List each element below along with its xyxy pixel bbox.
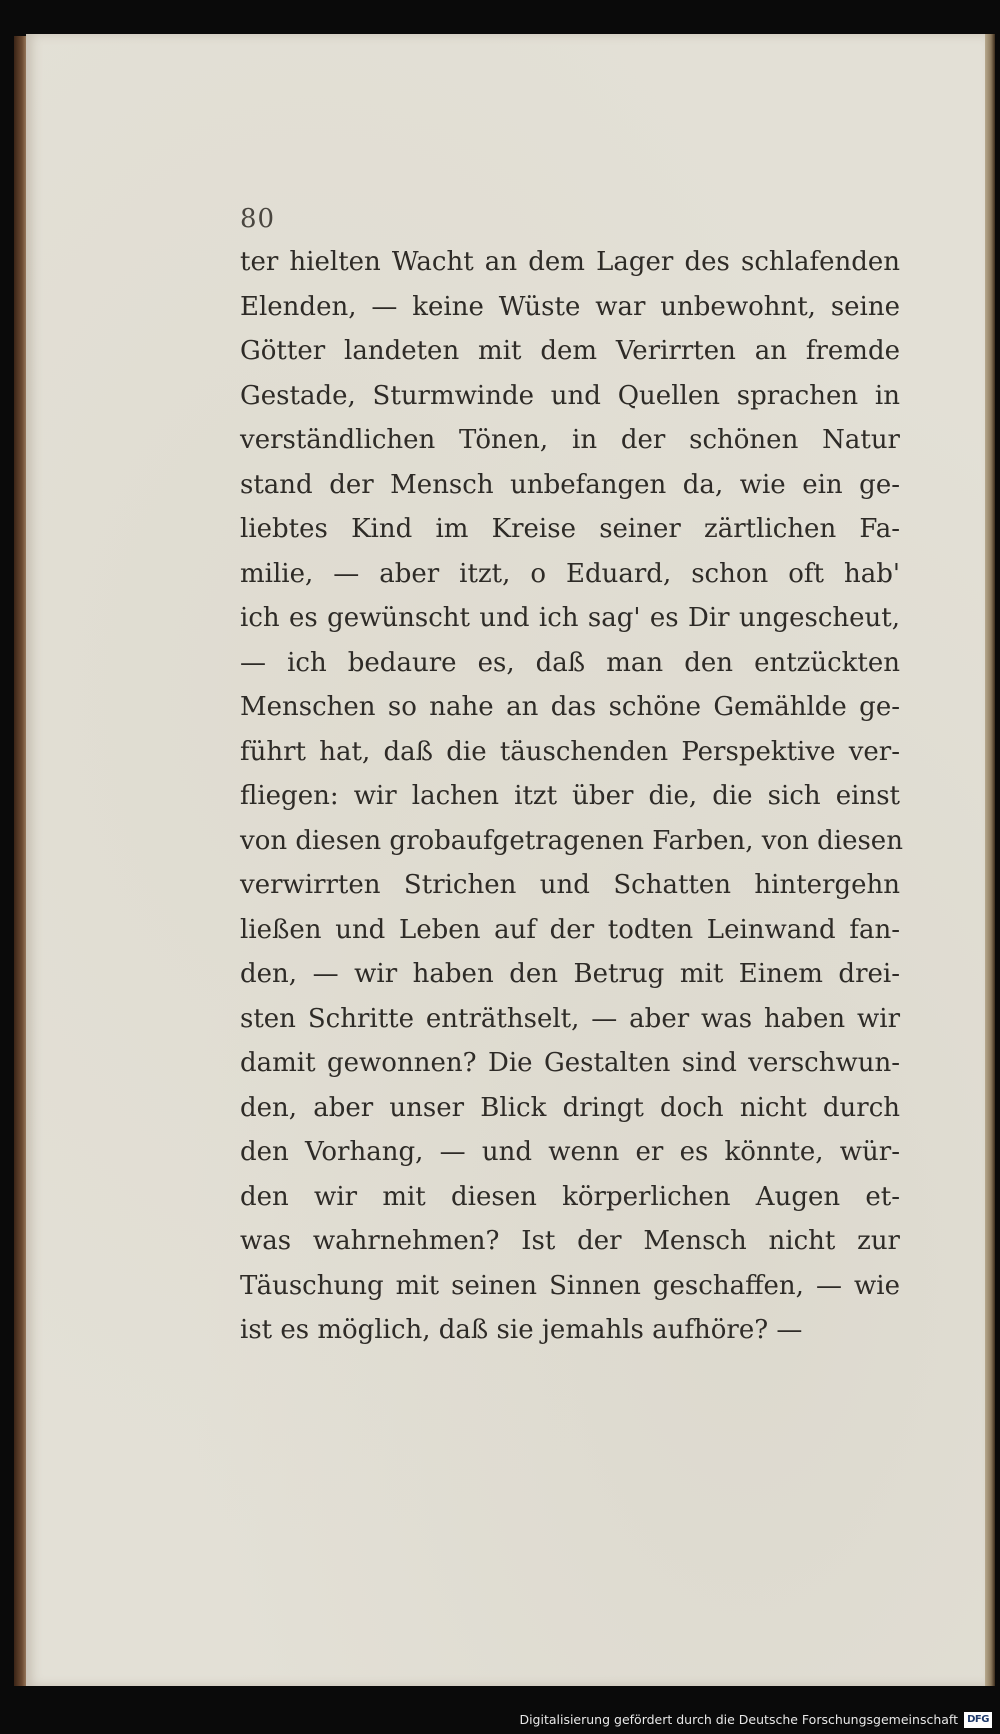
text-line: sten Schritte enträthselt, — aber was haben wir	[240, 1003, 900, 1034]
dfg-logo-icon: DFG	[964, 1712, 992, 1728]
text-line: den, — wir haben den Betrug mit Einem drei-	[240, 959, 900, 989]
text-line: damit gewonnen? Die Gestalten sind verschwun-	[240, 1048, 900, 1078]
text-line: was wahrnehmen? Ist der Mensch nicht zur	[240, 1226, 900, 1256]
text-line: verständlichen Tönen, in der schönen Natur	[240, 425, 900, 455]
text-line: Götter landeten mit dem Verirrten an fremde	[240, 336, 900, 366]
text-line: ist es möglich, daß sie jemahls aufhöre? —	[240, 1315, 803, 1345]
text-line: den Vorhang, — und wenn er es könnte, wür-	[240, 1137, 900, 1167]
text-line: führt hat, daß die täuschenden Perspektive ver-	[240, 736, 900, 767]
text-line: den, aber unser Blick dringt doch nicht durch	[240, 1092, 900, 1123]
text-line: Elenden, — keine Wüste war unbewohnt, seine	[240, 291, 900, 322]
text-line: verwirrten Strichen und Schatten hintergehn	[240, 870, 900, 900]
text-line: Menschen so nahe an das schöne Gemählde ge-	[240, 692, 900, 722]
text-line: Gestade, Sturmwinde und Quellen sprachen in	[240, 380, 900, 411]
text-line: den wir mit diesen körperlichen Augen et-	[240, 1181, 900, 1212]
text-line: von diesen grobaufgetragenen Farben, von diesen	[240, 825, 903, 856]
text-line: ter hielten Wacht an dem Lager des schlafenden	[240, 247, 900, 277]
text-line: — ich bedaure es, daß man den entzückten	[240, 647, 900, 678]
text-line: ich es gewünscht und ich sag' es Dir ungescheut,	[240, 603, 900, 633]
text-line: Täuschung mit seinen Sinnen geschaffen, — wie	[240, 1270, 900, 1301]
text-line: stand der Mensch unbefangen da, wie ein ge-	[240, 469, 900, 500]
text-line: milie, — aber itzt, o Eduard, schon oft hab'	[240, 558, 900, 589]
text-line: fliegen: wir lachen itzt über die, die sich einst	[240, 781, 900, 811]
text-line: ließen und Leben auf der todten Leinwand fan-	[240, 914, 900, 945]
page-number: 80	[240, 204, 276, 234]
text-line: liebtes Kind im Kreise seiner zärtlichen Fa-	[240, 514, 900, 544]
body-text	[240, 240, 903, 1353]
digitization-credit: Digitalisierung gefördert durch die Deutsche Forschungsgemeinschaft	[519, 1712, 958, 1727]
page-fore-edge	[985, 34, 995, 1686]
